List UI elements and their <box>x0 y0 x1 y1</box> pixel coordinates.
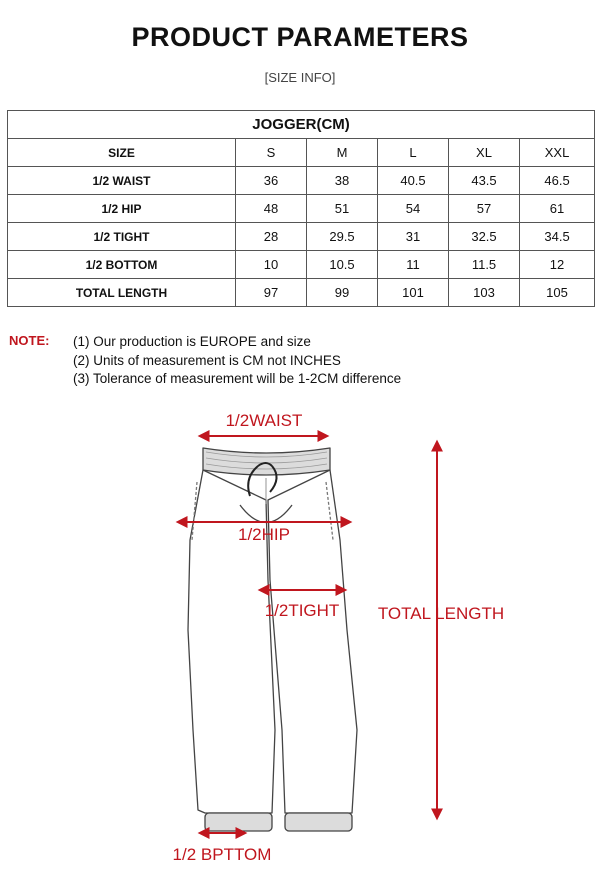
table-cell: 11 <box>378 251 449 279</box>
table-cell: 32.5 <box>449 223 520 251</box>
row-label: TOTAL LENGTH <box>8 279 236 307</box>
table-cell: 38 <box>307 167 378 195</box>
note-label: NOTE: <box>9 333 50 348</box>
row-label: 1/2 HIP <box>8 195 236 223</box>
table-cell: 29.5 <box>307 223 378 251</box>
size-chart-table <box>7 110 595 307</box>
table-cell: 31 <box>378 223 449 251</box>
table-cell: 12 <box>520 251 595 279</box>
table-cell: 10.5 <box>307 251 378 279</box>
table-cell: 46.5 <box>520 167 595 195</box>
table-row <box>8 167 595 195</box>
table-cell: 36 <box>236 167 307 195</box>
table-cell: 40.5 <box>378 167 449 195</box>
row-label: 1/2 BOTTOM <box>8 251 236 279</box>
table-cell: 11.5 <box>449 251 520 279</box>
hip-label: 1/2HIP <box>238 525 290 544</box>
note-line: (2) Units of measurement is CM not INCHES <box>73 352 341 368</box>
table-cell: 99 <box>307 279 378 307</box>
note-list <box>73 333 401 389</box>
table-row <box>8 195 595 223</box>
size-column-header: XXL <box>520 139 595 167</box>
size-column-header: L <box>378 139 449 167</box>
table-cell: 10 <box>236 251 307 279</box>
bottom-label: 1/2 BPTTOM <box>172 845 272 864</box>
table-cell: 61 <box>520 195 595 223</box>
table-cell: 51 <box>307 195 378 223</box>
table-cell: 48 <box>236 195 307 223</box>
table-cell: 101 <box>378 279 449 307</box>
tight-label: 1/2TIGHT <box>264 601 340 620</box>
row-label: 1/2 WAIST <box>8 167 236 195</box>
table-cell: 57 <box>449 195 520 223</box>
table-cell: 28 <box>236 223 307 251</box>
page-subtitle: [SIZE INFO] <box>264 70 336 85</box>
note-line: (3) Tolerance of measurement will be 1-2CM difference <box>73 371 402 386</box>
table-cell: 105 <box>520 279 595 307</box>
jogger-pants-illustration <box>188 448 357 831</box>
jogger-measurement-diagram <box>0 400 600 889</box>
table-row <box>8 223 595 251</box>
size-column-header: XL <box>449 139 520 167</box>
table-cell: 97 <box>236 279 307 307</box>
table-caption-row <box>8 111 595 139</box>
size-header-cell: SIZE <box>8 139 236 167</box>
length-label: TOTAL LENGTH <box>377 604 505 623</box>
table-cell: 43.5 <box>449 167 520 195</box>
table-cell: 103 <box>449 279 520 307</box>
table-row <box>8 279 595 307</box>
size-column-header: S <box>236 139 307 167</box>
row-label: 1/2 TIGHT <box>8 223 236 251</box>
table-cell: 34.5 <box>520 223 595 251</box>
page-title: PRODUCT PARAMETERS <box>131 22 469 52</box>
table-cell: 54 <box>378 195 449 223</box>
waist-label: 1/2WAIST <box>225 411 303 430</box>
table-caption: JOGGER(CM) <box>8 111 595 139</box>
table-header-row <box>8 139 595 167</box>
note-line: (1) Our production is EUROPE and size <box>73 334 311 349</box>
size-column-header: M <box>307 139 378 167</box>
table-row <box>8 251 595 279</box>
